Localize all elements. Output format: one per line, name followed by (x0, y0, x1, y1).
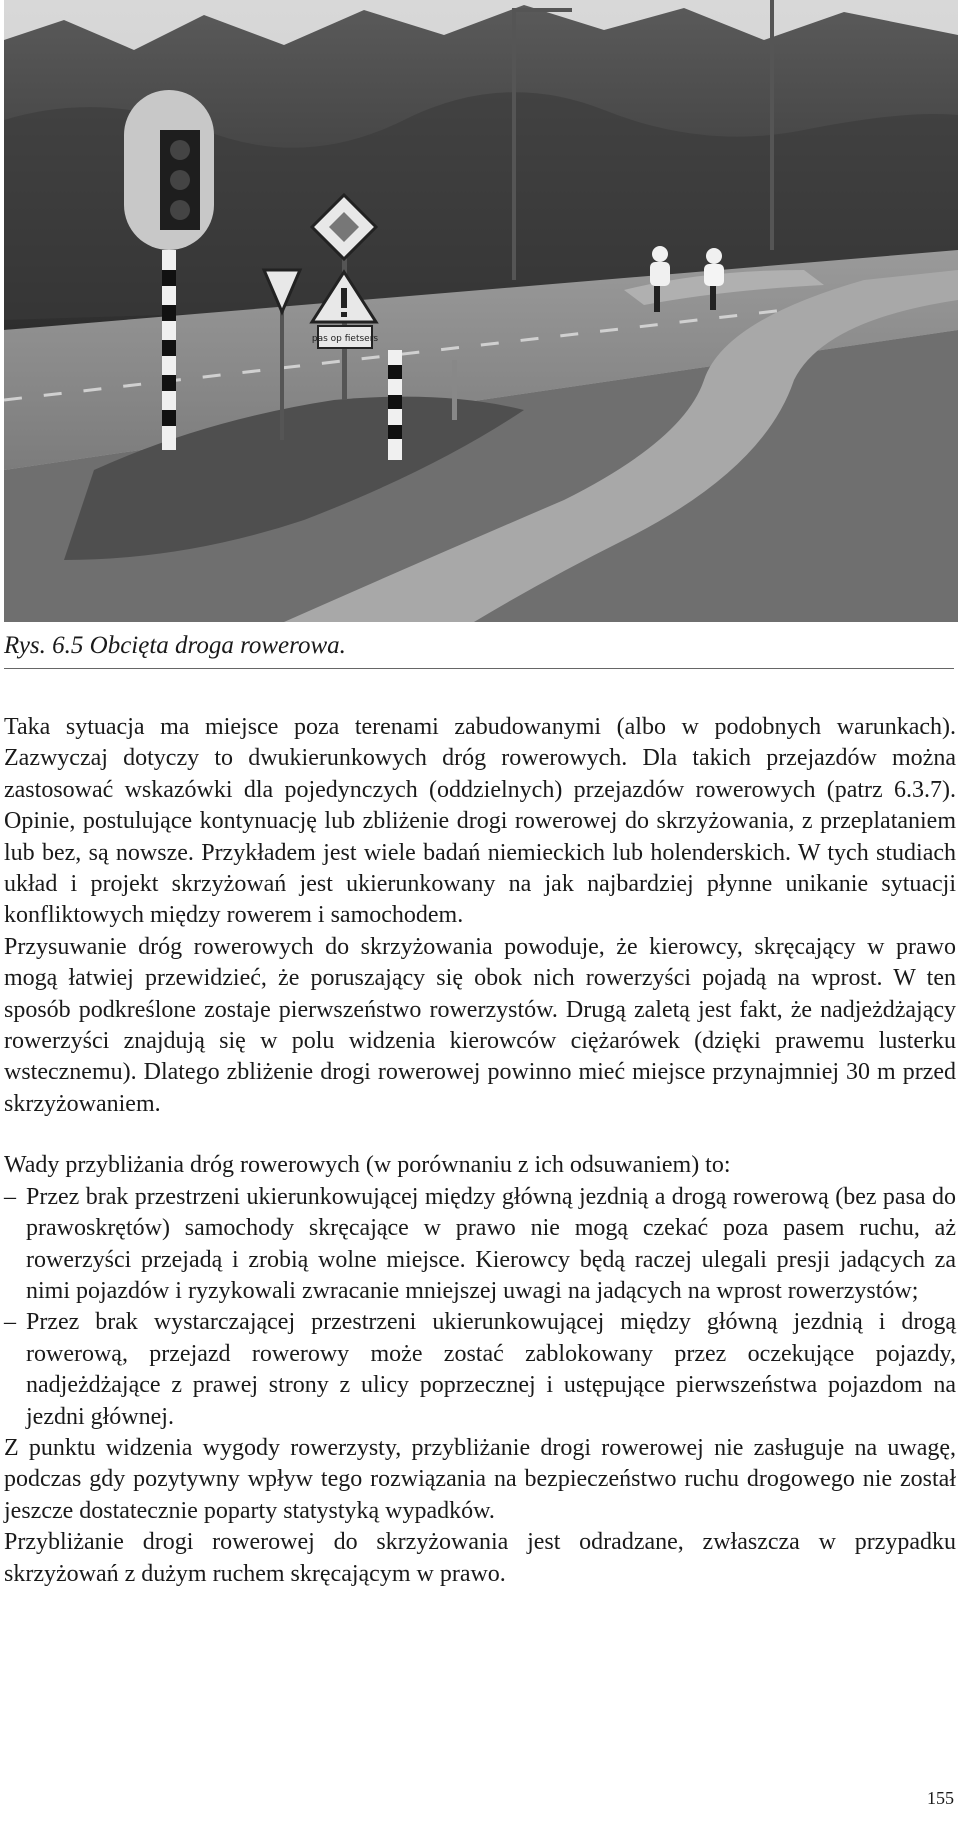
body-text (4, 712, 956, 1590)
paragraph-5: Przybliżanie drogi rowerowej do skrzyżowania jest odradzane, zwłaszcza w przypadku skrzyżowań z dużym ruchem skręcającym w prawo. (4, 1529, 956, 1587)
paragraph-2: Przysuwanie dróg rowerowych do skrzyżowania powoduje, że kierowcy, skręcający w prawo mogą łatwiej przewidzieć, że poruszający się obok nich rowerzyści pojadą na wprost. W ten sposób podkreślone zostaje pierwszeństwo rowerzystów. Drugą zaletą jest fakt, że nadjeżdżający rowerzyści znajdują się w polu widzenia kierowców ciężarówek (dzięki prawemu lusterku wstecznemu). Dlatego zbliżenie drogi rowerowej powinno mieć miejsce przynajmniej 30 m przed skrzyżowaniem. (4, 933, 956, 1117)
page-number: 155 (927, 1788, 954, 1808)
photo-illustration (4, 0, 958, 622)
list-bullet: – (4, 1183, 16, 1210)
figure-caption: Rys. 6.5 Obcięta droga rowerowa. (4, 631, 954, 669)
list-bullet: – (4, 1309, 16, 1336)
list-item-text: Przez brak wystarczającej przestrzeni ukierunkowującej między główną jezdnią i drogą rowerową, przejazd rowerowy może zostać zablokowany przez oczekujące pojazdy, nadjeżdżające z prawej strony z ulicy poprzecznej i ustępujące pierwszeństwa pojazdom na jezdni głównej. (26, 1309, 956, 1430)
disadvantages-list (4, 1182, 956, 1433)
sign-plate-text: pas op fietsers (311, 334, 379, 344)
paragraph-4: Z punktu widzenia wygody rowerzysty, przybliżanie drogi rowerowej nie zasługuje na uwagę, podczas gdy pozytywny wpływ tego rozwiązania na bezpieczeństwo ruchu drogowego nie został jeszcze dostatecznie poparty statystyką wypadków. (4, 1434, 956, 1524)
paragraph-1: Taka sytuacja ma miejsce poza terenami zabudowanymi (albo w podobnych warunkach). Zazwyczaj dotyczy to dwukierunkowych dróg rowerowych. Dla takich przejazdów można zastosować wskazówki dla pojedynczych (oddzielnych) przejazdów rowerowych (patrz 6.3.7). Opinie, postulujące kontynuację lub zbliżenie drogi rowerowej do skrzyżowania, z przeplataniem lub bez, są nowsze. Przykładem jest wiele badań niemieckich lub holenderskich. W tych studiach układ i projekt skrzyżowań jest ukierunkowany na jak najbardziej płynne unikanie sytuacji konfliktowych między rowerem i samochodem. (4, 714, 956, 929)
list-item (4, 1307, 956, 1433)
figure-photo (4, 0, 958, 622)
list-item-text: Przez brak przestrzeni ukierunkowującej między główną jezdnią a drogą rowerową (bez pasa do prawoskrętów) samochody skręcające w prawo nie mogą czekać poza pasem ruchu, aż rowerzyści przejadą i zrobią wolne miejsce. Kierowcy będą raczej ulegali presji jadących za nimi pojazdów i ryzykowali zwracanie mniejszej uwagi na jadących na wprost rowerzystów; (26, 1183, 956, 1304)
list-item (4, 1182, 956, 1308)
paragraph-3: Wady przybliżania dróg rowerowych (w porównaniu z ich odsuwaniem) to: (4, 1152, 731, 1179)
